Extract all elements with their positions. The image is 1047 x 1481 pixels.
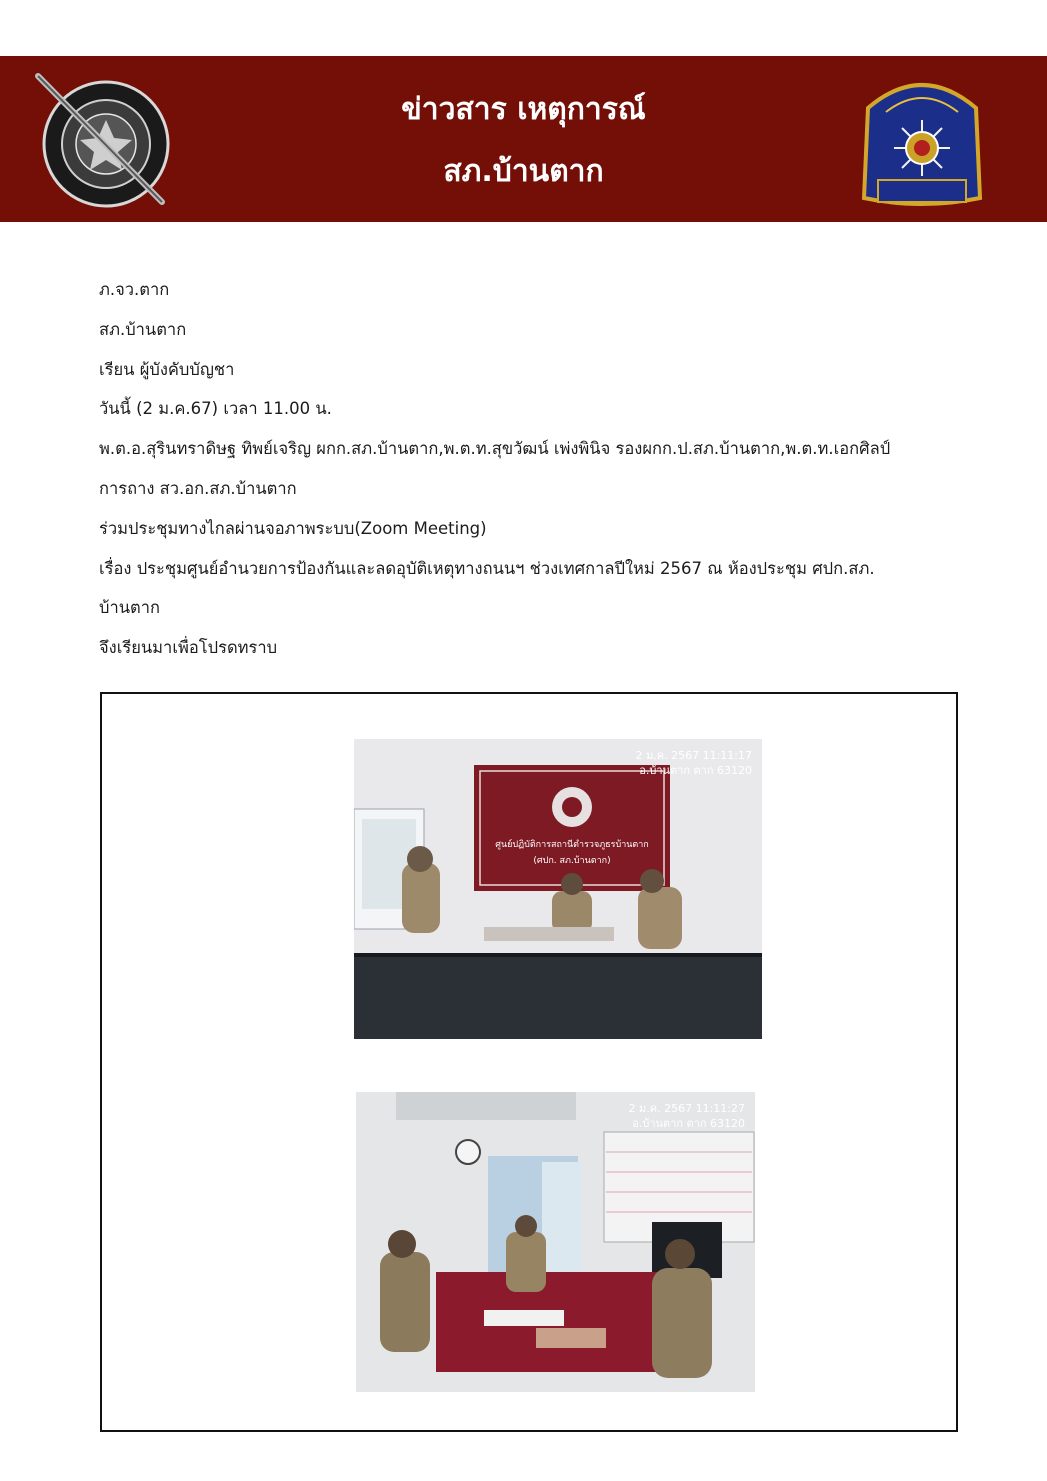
royal-thai-police-emblem-icon [34,70,174,210]
location-2: อ.บ้านตาก ตาก 63120 [632,1117,745,1130]
meeting-photo-1 [354,739,762,1039]
sign-line-2: (ศปก. สภ.บ้านตาก) [533,856,611,866]
header-banner [0,56,1047,222]
sign-line-1: ศูนย์ปฏิบัติการสถานีตำรวจภูธรบ้านตาก [495,840,649,850]
report-line: เรื่อง ประชุมศูนย์อำนวยการป้องกันและลดอุบัติเหตุทางถนนฯ ช่วงเทศกาลปีใหม่ 2567 ณ ห้องประชุม ศปก.สภ. [99,558,875,578]
report-line: พ.ต.อ.สุรินทราดิษฐ ทิพย์เจริญ ผกก.สภ.บ้านตาก,พ.ต.ท.สุขวัฒน์ เพ่งพินิจ รองผกก.ป.สภ.บ้านตาก,พ.ต.ท.เอกศิลป์ [99,439,891,459]
report-line: วันนี้ (2 ม.ค.67) เวลา 11.00 น. [99,399,332,419]
report-line: ร่วมประชุมทางไกลผ่านจอภาพระบบ(Zoom Meeting) [99,518,487,538]
report-line: จึงเรียนมาเพื่อโปรดทราบ [99,638,278,658]
timestamp-2: 2 ม.ค. 2567 11:11:27 [628,1102,745,1115]
report-line: เรียน ผู้บังคับบัญชา [99,359,235,379]
meeting-photo-2 [356,1092,755,1392]
report-body [99,270,959,668]
report-line: ภ.จว.ตาก [99,280,170,299]
provincial-police-badge-icon [852,68,992,218]
timestamp-1: 2 ม.ค. 2567 11:11:17 [635,749,752,762]
report-line: บ้านตาก [99,598,160,618]
page-title: ข่าวสาร เหตุการณ์ [401,92,646,127]
report-line: สภ.บ้านตาก [99,319,187,339]
station-name: สภ.บ้านตาก [443,154,604,189]
report-line: การถาง สว.อก.สภ.บ้านตาก [99,478,297,498]
location-1: อ.บ้านตาก ตาก 63120 [639,764,752,777]
